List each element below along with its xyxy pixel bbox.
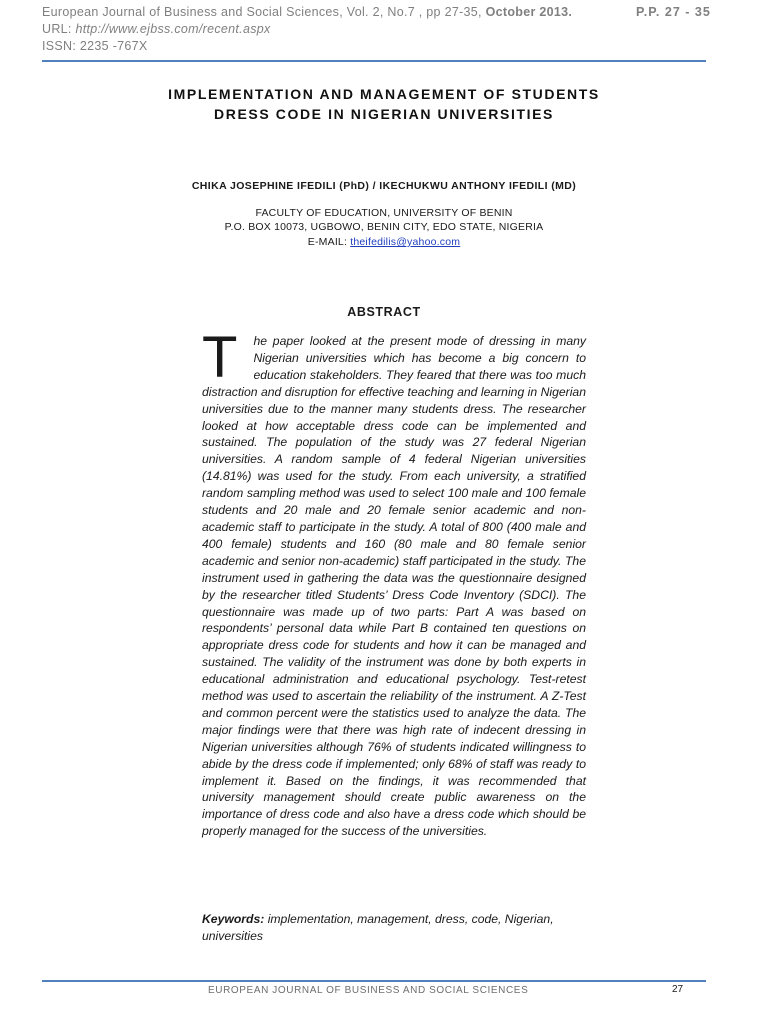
footer-journal-name: EUROPEAN JOURNAL OF BUSINESS AND SOCIAL SCIENCES [208,985,529,996]
authors: CHIKA JOSEPHINE IFEDILI (PhD) / IKECHUKWU ANTHONY IFEDILI (MD) [191,180,577,192]
abstract-body [202,325,586,840]
affiliation-line-2: P.O. BOX 10073, UGBOWO, BENIN CITY, EDO STATE, NIGERIA [224,221,544,233]
email-label: E-MAIL: [307,236,351,248]
footer-rule [42,980,706,982]
paper-title-line-2: DRESS CODE IN NIGERIAN UNIVERSITIES [214,106,554,122]
email-link[interactable]: theifedilis@yahoo.com [350,236,461,248]
citation-date: October 2013. [485,5,573,19]
paper-title-line-1: IMPLEMENTATION AND MANAGEMENT OF STUDENTS [168,86,600,102]
page-range: P.P. 27 - 35 [636,5,711,19]
journal-url-line [42,22,271,36]
issn: ISSN: 2235 -767X [42,39,148,53]
url-label: URL: [42,22,76,36]
citation-text: European Journal of Business and Social Sciences, Vol. 2, No.7 , pp 27-35, [42,5,486,19]
header-rule [42,60,706,62]
email-line [80,236,688,248]
keywords [202,911,586,945]
page-number: 27 [672,984,684,995]
drop-cap: T [202,325,238,390]
keywords-text: implementation, management, dress, code, Nigerian, universities [202,912,554,943]
keywords-label: Keywords: [202,912,265,926]
affiliation-line-1: FACULTY OF EDUCATION, UNIVERSITY OF BENIN [255,207,513,219]
abstract-text: he paper looked at the present mode of dressing in many Nigerian universities which has become a big concern to education stakeholders. They feared that there was too much distraction and disruption for effective teaching and learning in Nigerian universities due to the manner many students dress. The researcher looked at how acceptable dress code can be implemented and sustained. The population of the study was 27 federal Nigerian universities. A random sample of 4 federal Nigerian universities (14.81%) was used for the study. From each university, a stratified random sampling method was used to select 100 male and 100 female students and 20 male and 20 female senior academic and non-academic staff to participate in the study. A total of 800 (400 male and 400 female) students and 160 (80 male and 80 female senior academic and senior non-academic) staff participated in the study. The instrument used in gathering the data was the questionnaire designed by the researcher titled Students’ Dress Code Inventory (SDCI). The questionnaire was made up of two parts: Part A was based on respondents’ personal data while Part B contained ten questions on appropriate dress code for students and how it can be managed and sustained. The validity of the instrument was done by both experts in educational administration and educational psychology. Test-retest method was used to ascertain the reliability of the instrument. A Z-Test and common percent were the statistics used to analyze the data. The major findings were that there was high rate of indecent dressing in Nigerian universities although 76% of students indicated willingness to abide by the dress code if implemented; only 68% of staff was ready to implement it. Based on the findings, it was recommended that university management should create public awareness on the importance of dress code and also have a dress code which should be properly managed for the success of the universities. [202,334,586,839]
journal-url[interactable]: http://www.ejbss.com/recent.aspx [75,22,271,36]
abstract-heading: ABSTRACT [347,305,421,319]
journal-citation [42,5,572,19]
